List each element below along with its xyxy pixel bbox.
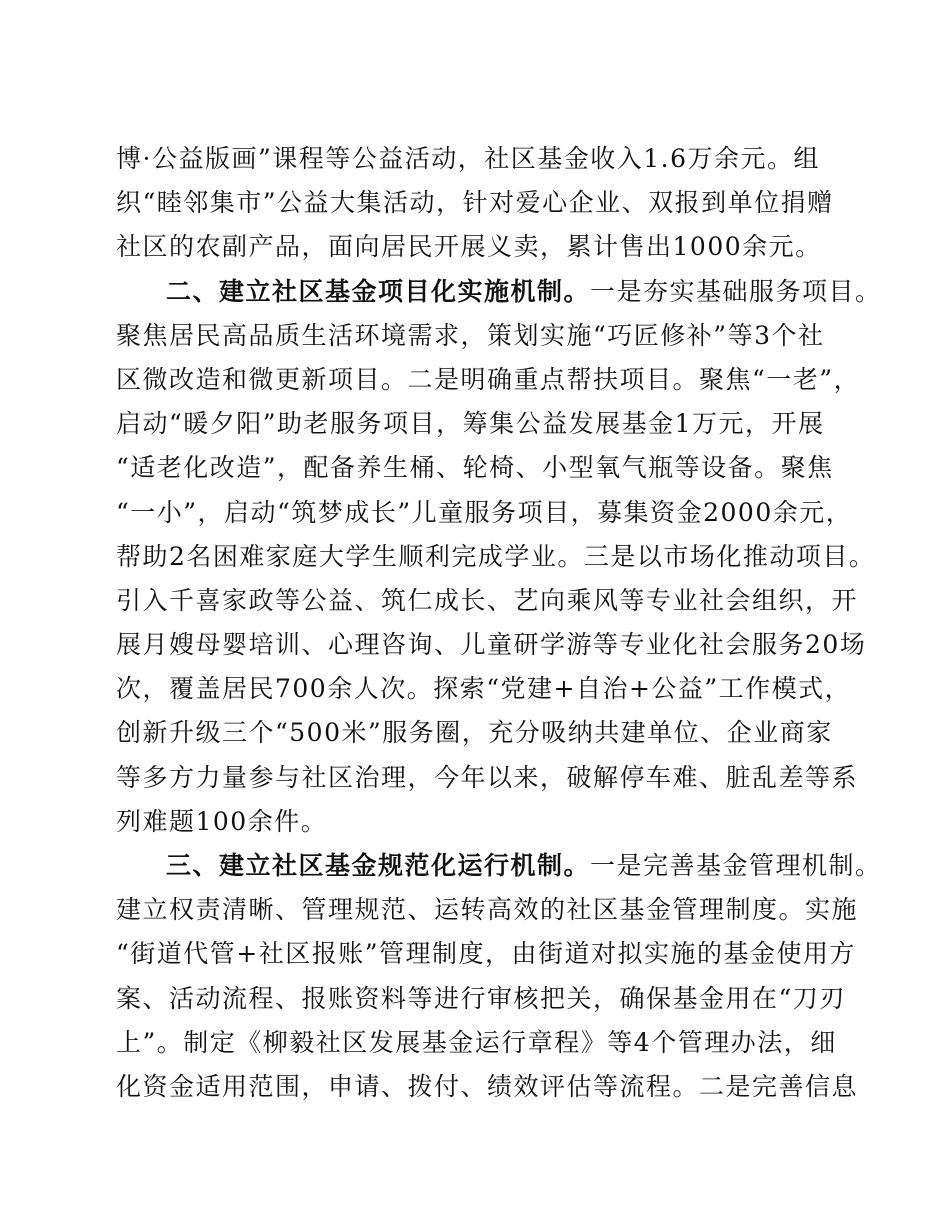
text-line: 织“睦邻集市”公益大集活动，针对爱心企业、双报到单位捐赠 [116, 188, 834, 218]
paragraph-fund-income [116, 137, 840, 270]
section-heading-rest: 一是完善基金管理机制。 [590, 851, 882, 880]
text-line: 区微改造和微更新项目。二是明确重点帮扶项目。聚焦“一老”， [116, 364, 861, 394]
section-heading-line [116, 844, 882, 888]
text-line: 展月嫂母婴培训、心理咨询、儿童研学游等专业化社会服务20场 [116, 630, 867, 660]
text-line: 博·公益版画”课程等公益活动，社区基金收入1.6万余元。组 [116, 144, 820, 173]
section-heading-line [116, 270, 882, 314]
section-heading-rest: 一是夯实基础服务项目。 [590, 276, 882, 306]
document-body [116, 137, 882, 1109]
text-line: “适老化改造”，配备养生桶、轮椅、小型氧气瓶等设备。聚焦 [116, 453, 834, 483]
text-line: 创新升级三个“500米”服务圈，充分吸纳共建单位、企业商家 [116, 718, 833, 748]
text-line: 上”。制定《柳毅社区发展基金运行章程》等4个管理办法，细 [116, 1027, 837, 1057]
text-line: 建立权责清晰、管理规范、运转高效的社区基金管理制度。实施 [116, 895, 859, 925]
text-line: 次，覆盖居民700余人次。探索“党建+自治+公益”工作模式， [116, 674, 852, 704]
text-line: 引入千喜家政等公益、筑仁成长、艺向乘风等专业社会组织，开 [116, 585, 859, 615]
text-line: 列难题100余件。 [116, 806, 328, 836]
text-line: “一小”，启动“筑梦成长”儿童服务项目，募集资金2000余元， [116, 497, 853, 527]
text-line: 等多方力量参与社区治理，今年以来，破解停车难、脏乱差等系 [116, 762, 859, 792]
text-line: 社区的农副产品，面向居民开展义卖，累计售出1000余元。 [116, 232, 822, 262]
section-heading: 三、建立社区基金规范化运行机制。 [166, 851, 591, 880]
paragraph-project-mechanism [116, 270, 882, 844]
text-line: 启动“暖夕阳”助老服务项目，筹集公益发展基金1万元，开展 [116, 409, 825, 439]
text-line: “街道代管+社区报账”管理制度，由街道对拟实施的基金使用方 [116, 939, 857, 969]
text-line: 案、活动流程、报账资料等进行审核把关，确保基金用在“刀刃 [116, 983, 846, 1013]
text-line: 化资金适用范围，申请、拨付、绩效评估等流程。二是完善信息 [116, 1071, 859, 1101]
paragraph-operation-mechanism [116, 844, 882, 1109]
section-heading: 二、建立社区基金项目化实施机制。 [166, 276, 591, 306]
text-line: 帮助2名困难家庭大学生顺利完成学业。三是以市场化推动项目。 [116, 541, 876, 571]
text-line: 聚焦居民高品质生活环境需求，策划实施“巧匠修补”等3个社 [116, 320, 825, 350]
